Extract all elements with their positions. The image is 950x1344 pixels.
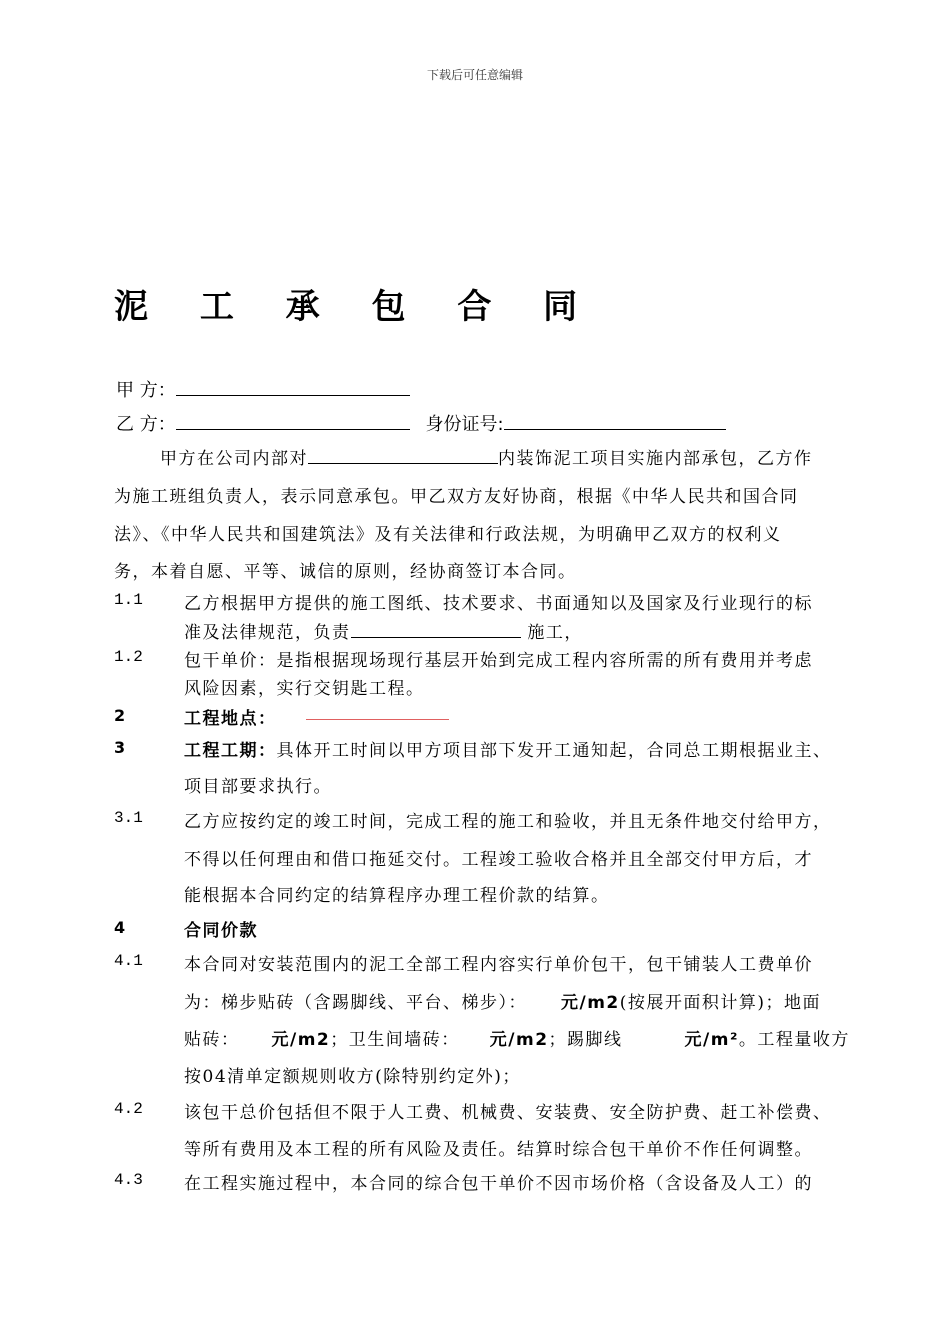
clause-1-1-line-2 (184, 618, 583, 643)
project-name-blank[interactable] (308, 462, 498, 464)
party-a-blank[interactable] (176, 394, 410, 396)
clause-4-3-line-1: 在工程实施过程中，本合同的综合包干单价不因市场价格（含设备及人工）的 (184, 1174, 813, 1194)
clause-4-2-line-2: 等所有费用及本工程的所有风险及责任。结算时综合包干单价不作任何调整。 (184, 1140, 813, 1160)
clause-3-1-line-1: 乙方应按约定的竣工时间，完成工程的施工和验收，并且无条件地交付给甲方， (184, 812, 832, 832)
floor-tile-text: 贴砖： (184, 1030, 240, 1050)
clause-3-line-2: 项目部要求执行。 (184, 777, 332, 797)
id-number-blank[interactable] (504, 428, 726, 430)
bathroom-tile-text: ；卫生间墙砖： (330, 1030, 460, 1050)
clause-2-number: 2 (114, 706, 126, 725)
clause-1-1-line-1: 乙方根据甲方提供的施工图纸、技术要求、书面通知以及国家及行业现行的标 (184, 594, 813, 614)
clause-4-label: 合同价款 (184, 921, 258, 941)
id-number-label: 身份证号: (425, 414, 504, 435)
party-b-blank[interactable] (176, 428, 410, 430)
skirting-unit: 元/m² (684, 1030, 739, 1050)
stair-tile-note: (按展开面积计算)；地面 (619, 993, 822, 1013)
party-a-row (116, 376, 410, 402)
clause-1-2-number: 1.2 (114, 648, 143, 666)
bathroom-tile-unit: 元/m2 (489, 1030, 549, 1050)
clause-3-text: 具体开工时间以甲方项目部下发开工通知起，合同总工期根据业主、 (276, 741, 832, 761)
clause-4-3-number: 4.3 (114, 1171, 143, 1189)
contract-title: 泥 工 承 包 合 同 (114, 287, 598, 327)
clause-4-number: 4 (114, 918, 126, 937)
clause-3-label: 工程工期： (184, 741, 277, 761)
quantity-text: 。工程量收方 (738, 1030, 850, 1050)
floor-tile-unit: 元/m2 (271, 1030, 331, 1050)
clause-1-1-text-a: 准及法律规范，负责 (184, 623, 351, 643)
intro-line-1 (160, 444, 813, 469)
clause-3-number: 3 (114, 738, 126, 757)
clause-3-1-line-2: 不得以任何理由和借口拖延交付。工程竣工验收合格并且全部交付甲方后，才 (184, 850, 813, 870)
clause-4-1-line-4: 按04清单定额规则收方(除特别约定外)； (184, 1067, 521, 1087)
clause-2-label: 工程地点： (184, 709, 277, 729)
clause-4-1-line-3 (184, 1025, 850, 1050)
stair-tile-text: 为：梯步贴砖（含踢脚线、平台、梯步）： (184, 993, 527, 1013)
clause-1-2-line-2: 风险因素，实行交钥匙工程。 (184, 679, 425, 699)
scope-blank[interactable] (351, 636, 521, 638)
intro-line-4: 务，本着自愿、平等、诚信的原则，经协商签订本合同。 (114, 562, 577, 582)
location-blank[interactable] (306, 719, 449, 720)
clause-3-1-line-3: 能根据本合同约定的结算程序办理工程价款的结算。 (184, 886, 610, 906)
skirting-text: ；踢脚线 (548, 1030, 623, 1050)
intro-text-1b: 内装饰泥工项目实施内部承包，乙方作 (498, 449, 813, 469)
page-header-note: 下载后可任意编辑 (426, 68, 523, 82)
clause-1-1-number: 1.1 (114, 591, 143, 609)
intro-line-3: 法》、《中华人民共和国建筑法》及有关法律和行政法规，为明确甲乙双方的权利义 (114, 525, 782, 545)
clause-4-1-number: 4.1 (114, 952, 143, 970)
party-a-label: 甲 方： (116, 380, 176, 401)
clause-4-1-line-2 (184, 988, 821, 1013)
clause-3-line-1 (184, 736, 832, 761)
clause-1-1-text-b: 施工， (520, 623, 583, 643)
clause-3-1-number: 3.1 (114, 809, 143, 827)
intro-line-2: 为施工班组负责人，表示同意承包。甲乙双方友好协商，根据《中华人民共和国合同 (114, 487, 799, 507)
clause-4-2-number: 4.2 (114, 1100, 143, 1118)
stair-tile-unit: 元/m2 (561, 993, 620, 1013)
intro-text-1a: 甲方在公司内部对 (160, 449, 308, 469)
clause-1-2-line-1: 包干单价：是指根据现场现行基层开始到完成工程内容所需的所有费用并考虑 (184, 651, 813, 671)
party-b-label: 乙 方： (116, 414, 176, 435)
clause-4-2-line-1: 该包干总价包括但不限于人工费、机械费、安装费、安全防护费、赶工补偿费、 (184, 1103, 832, 1123)
party-b-row (116, 410, 726, 436)
clause-4-1-line-1: 本合同对安装范围内的泥工全部工程内容实行单价包干，包干铺装人工费单价 (184, 955, 813, 975)
